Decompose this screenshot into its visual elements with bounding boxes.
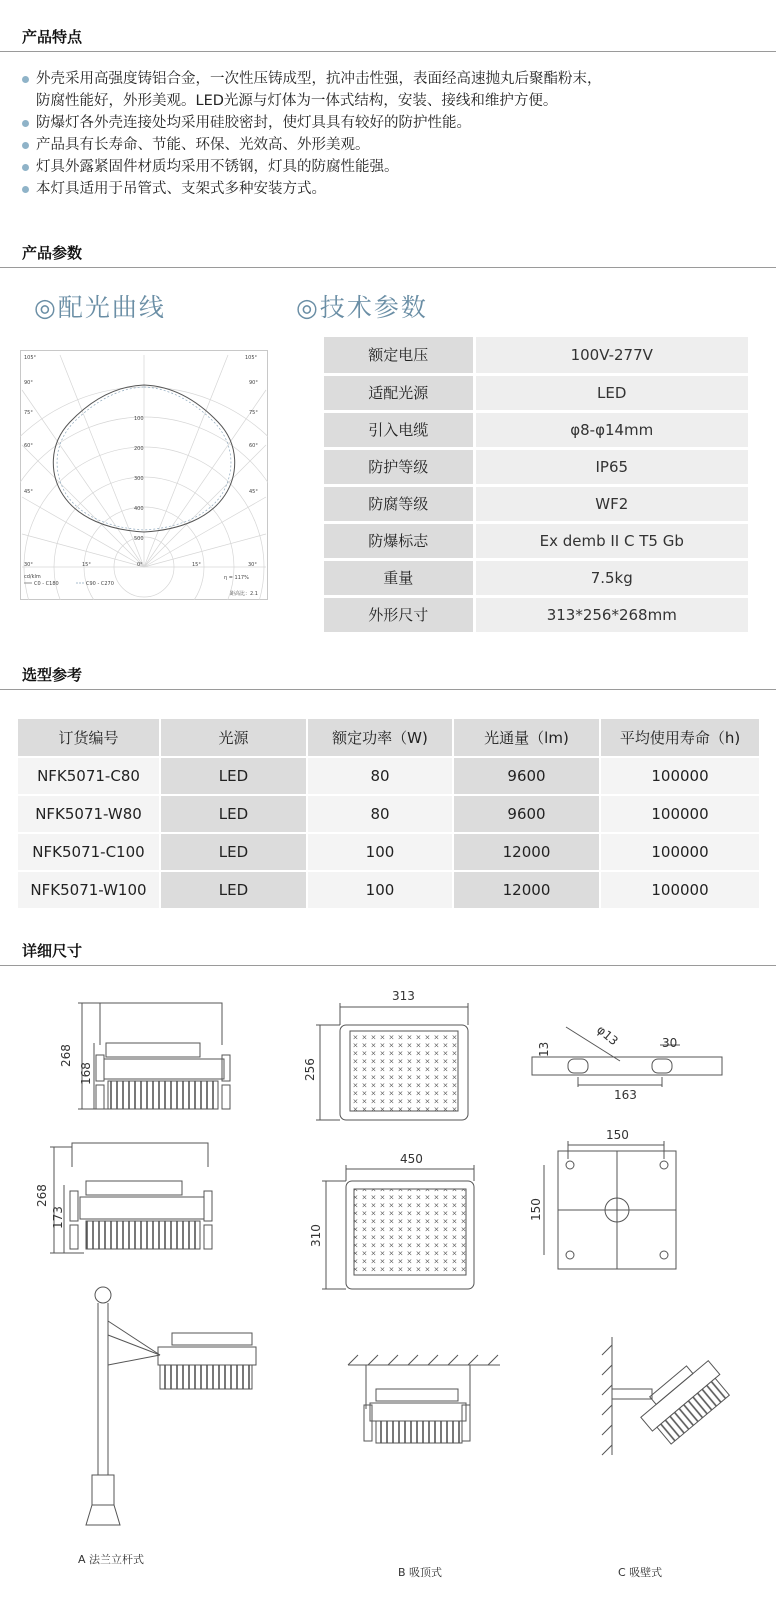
dim-label: 163 bbox=[614, 1088, 637, 1102]
dim-label: 150 bbox=[529, 1198, 543, 1221]
table-row: 额定电压 100V-277V bbox=[324, 337, 748, 374]
angle-label: 75° bbox=[24, 410, 33, 416]
radial-label: 500 bbox=[134, 536, 144, 542]
dimension-drawings bbox=[0, 985, 776, 1613]
section-selection-header bbox=[0, 664, 776, 690]
table-row: NFK5071-W100 LED 100 12000 100000 bbox=[17, 871, 760, 909]
ceiling-mount-drawing bbox=[348, 1355, 500, 1443]
caption-wall-mount: C 吸壁式 bbox=[618, 1566, 663, 1579]
front-view-large-drawing bbox=[322, 1165, 474, 1289]
light-distribution-diagram bbox=[20, 350, 268, 600]
radial-label: 200 bbox=[134, 446, 144, 452]
dim-label: 268 bbox=[35, 1184, 49, 1207]
table-row: 防爆标志 Ex demb II C T5 Gb bbox=[324, 522, 748, 559]
table-row: 外形尺寸 313*256*268mm bbox=[324, 596, 748, 633]
angle-label: 105° bbox=[245, 355, 258, 361]
legend-b: C90 - C270 bbox=[86, 581, 114, 587]
light-curve-title: ◎配光曲线 bbox=[34, 293, 166, 322]
feature-list bbox=[22, 68, 772, 200]
angle-label: 15° bbox=[192, 562, 201, 568]
divider bbox=[0, 689, 776, 690]
section-title: 选型参考 bbox=[22, 666, 83, 684]
dim-label: 310 bbox=[309, 1224, 323, 1247]
table-row: 适配光源 LED bbox=[324, 374, 748, 411]
divider bbox=[0, 965, 776, 966]
angle-label: 45° bbox=[249, 489, 258, 495]
feature-item: 本灯具适用于吊管式、支架式多种安装方式。 bbox=[22, 178, 772, 200]
wall-mount-drawing bbox=[602, 1337, 734, 1455]
bracket-plate-drawing bbox=[532, 1027, 722, 1087]
feature-item: 防爆灯各外壳连接处均采用硅胶密封，使灯具具有较好的防护性能。 bbox=[22, 112, 772, 134]
section-title: 产品参数 bbox=[22, 244, 83, 262]
radial-label: 100 bbox=[134, 416, 144, 422]
side-view-drawing bbox=[78, 1003, 230, 1109]
table-row: 重量 7.5kg bbox=[324, 559, 748, 596]
efficiency-label: η = 117% bbox=[224, 575, 249, 581]
tech-params-title: ◎技术参数 bbox=[296, 293, 428, 322]
section-title: 详细尺寸 bbox=[22, 942, 83, 960]
pole-mount-drawing bbox=[86, 1287, 256, 1525]
dim-label: 173 bbox=[51, 1206, 65, 1229]
angle-label: 75° bbox=[249, 410, 258, 416]
angle-label: 90° bbox=[249, 380, 258, 386]
feature-item: 灯具外露紧固件材质均采用不锈钢，灯具的防腐性能强。 bbox=[22, 156, 772, 178]
caption-ceiling-mount: B 吸顶式 bbox=[398, 1566, 443, 1579]
angle-label: 105° bbox=[24, 355, 37, 361]
table-row: NFK5071-C100 LED 100 12000 100000 bbox=[17, 833, 760, 871]
unit-label: cd/klm bbox=[24, 574, 41, 580]
angle-label: 0° bbox=[137, 562, 143, 568]
ratio-label: 距高比：2.1 bbox=[230, 591, 258, 597]
tech-spec-table bbox=[324, 337, 748, 635]
table-row: NFK5071-W80 LED 80 9600 100000 bbox=[17, 795, 760, 833]
dim-label: 313 bbox=[392, 989, 415, 1003]
section-params-header bbox=[0, 242, 776, 268]
dim-label: 450 bbox=[400, 1152, 423, 1166]
feature-item: 产品具有长寿命、节能、环保、光效高、外形美观。 bbox=[22, 134, 772, 156]
table-row: 防腐等级 WF2 bbox=[324, 485, 748, 522]
mounting-plate-drawing bbox=[544, 1141, 676, 1269]
angle-label: 60° bbox=[249, 443, 258, 449]
radial-label: 400 bbox=[134, 506, 144, 512]
dim-label: 150 bbox=[606, 1128, 629, 1142]
angle-label: 60° bbox=[24, 443, 33, 449]
angle-label: 30° bbox=[24, 562, 33, 568]
divider bbox=[0, 267, 776, 268]
dim-label: 30 bbox=[662, 1036, 678, 1050]
divider bbox=[0, 51, 776, 52]
dim-label: φ13 bbox=[594, 1022, 621, 1049]
feature-item: 外壳采用高强度铸铝合金，一次性压铸成型，抗冲击性强，表面经高速抛丸后聚酯粉末， 防腐性能好，外形美观。LED光源与灯体为一体式结构，安装、接线和维护方便。 bbox=[22, 68, 772, 112]
angle-label: 15° bbox=[82, 562, 91, 568]
radial-label: 300 bbox=[134, 476, 144, 482]
dim-label: 268 bbox=[59, 1044, 73, 1067]
table-row: 引入电缆 φ8-φ14mm bbox=[324, 411, 748, 448]
side-view-large-drawing bbox=[50, 1143, 212, 1253]
angle-label: 30° bbox=[248, 562, 257, 568]
front-view-drawing bbox=[316, 1003, 468, 1120]
legend-a: C0 - C180 bbox=[34, 581, 59, 587]
table-row: 防护等级 IP65 bbox=[324, 448, 748, 485]
dim-label: 13 bbox=[537, 1041, 551, 1057]
angle-label: 90° bbox=[24, 380, 33, 386]
section-features-header bbox=[0, 26, 776, 52]
dim-label: 168 bbox=[79, 1062, 93, 1085]
caption-pole-mount: A 法兰立杆式 bbox=[78, 1553, 145, 1566]
dim-label: 256 bbox=[303, 1058, 317, 1081]
table-row: NFK5071-C80 LED 80 9600 100000 bbox=[17, 757, 760, 795]
angle-label: 45° bbox=[24, 489, 33, 495]
table-header-row: 订货编号 光源 额定功率（W) 光通量（lm) 平均使用寿命（h) bbox=[17, 718, 760, 757]
section-dimensions-header bbox=[0, 940, 776, 966]
selection-table bbox=[16, 717, 761, 910]
section-title: 产品特点 bbox=[22, 28, 83, 46]
